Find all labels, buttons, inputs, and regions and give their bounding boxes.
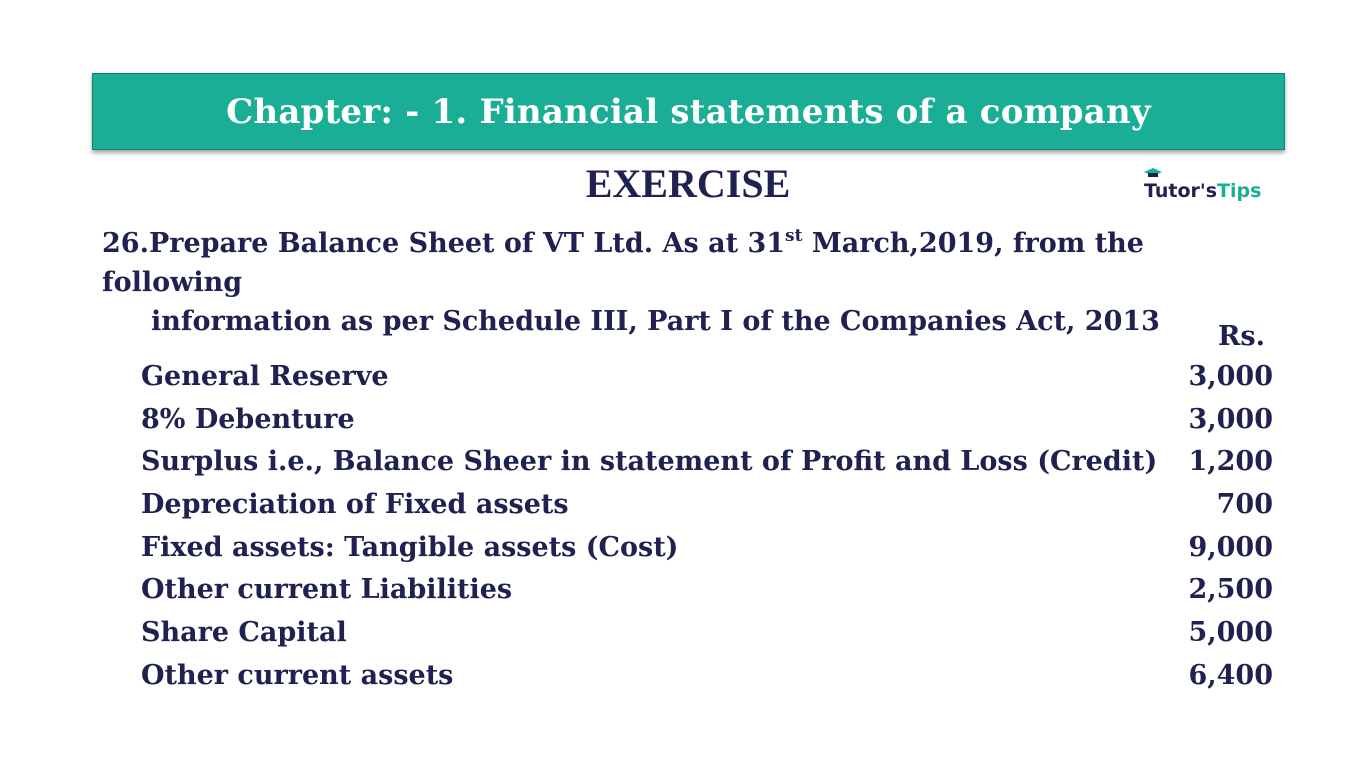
table-rows	[141, 356, 1273, 698]
tutors-tips-logo	[1144, 170, 1261, 202]
row-amount: 3,000	[1188, 361, 1273, 392]
table-row	[141, 655, 1273, 698]
row-label: Share Capital	[141, 617, 347, 649]
logo-text-tips: Tips	[1217, 180, 1262, 202]
exercise-heading: EXERCISE	[585, 161, 791, 206]
row-label: Other current assets	[141, 659, 454, 691]
row-amount: 1,200	[1188, 446, 1273, 478]
question-ordinal-suffix: st	[785, 226, 803, 246]
row-label: 8% Debenture	[141, 403, 355, 435]
table-row	[141, 441, 1273, 484]
chapter-title: Chapter: - 1. Financial statements of a company	[226, 91, 1151, 132]
table-row	[141, 527, 1273, 570]
question-line2: information as per Schedule III, Part I of the Companies Act, 2013	[151, 306, 1160, 337]
chapter-banner	[92, 73, 1285, 150]
row-label: Depreciation of Fixed assets	[141, 489, 569, 521]
row-label: Fixed assets: Tangible assets (Cost)	[141, 531, 679, 563]
question-line1-start: 26.Prepare Balance Sheet of VT Ltd. As at 31	[102, 228, 786, 259]
row-amount: 6,400	[1188, 659, 1273, 691]
table-row	[141, 356, 1273, 399]
balance-data-table	[141, 318, 1273, 698]
row-amount: 9,000	[1188, 531, 1273, 563]
row-label: Surplus i.e., Balance Sheer in statement of Profit and Loss (Credit)	[141, 446, 1158, 478]
amount-column-header: Rs.	[1217, 321, 1265, 352]
table-row	[141, 399, 1273, 442]
row-label: General Reserve	[141, 361, 389, 392]
table-row	[141, 484, 1273, 527]
table-row	[141, 569, 1273, 612]
question-line1-end: March,2019, from the following	[102, 228, 1144, 298]
row-amount: 2,500	[1188, 574, 1273, 606]
graduation-cap-icon	[1144, 168, 1162, 178]
row-amount: 700	[1216, 489, 1273, 521]
logo-text-tutors: Tutor's	[1144, 180, 1218, 202]
table-row	[141, 612, 1273, 655]
row-amount: 3,000	[1188, 403, 1273, 435]
row-label: Other current Liabilities	[141, 574, 513, 606]
row-amount: 5,000	[1188, 617, 1273, 649]
